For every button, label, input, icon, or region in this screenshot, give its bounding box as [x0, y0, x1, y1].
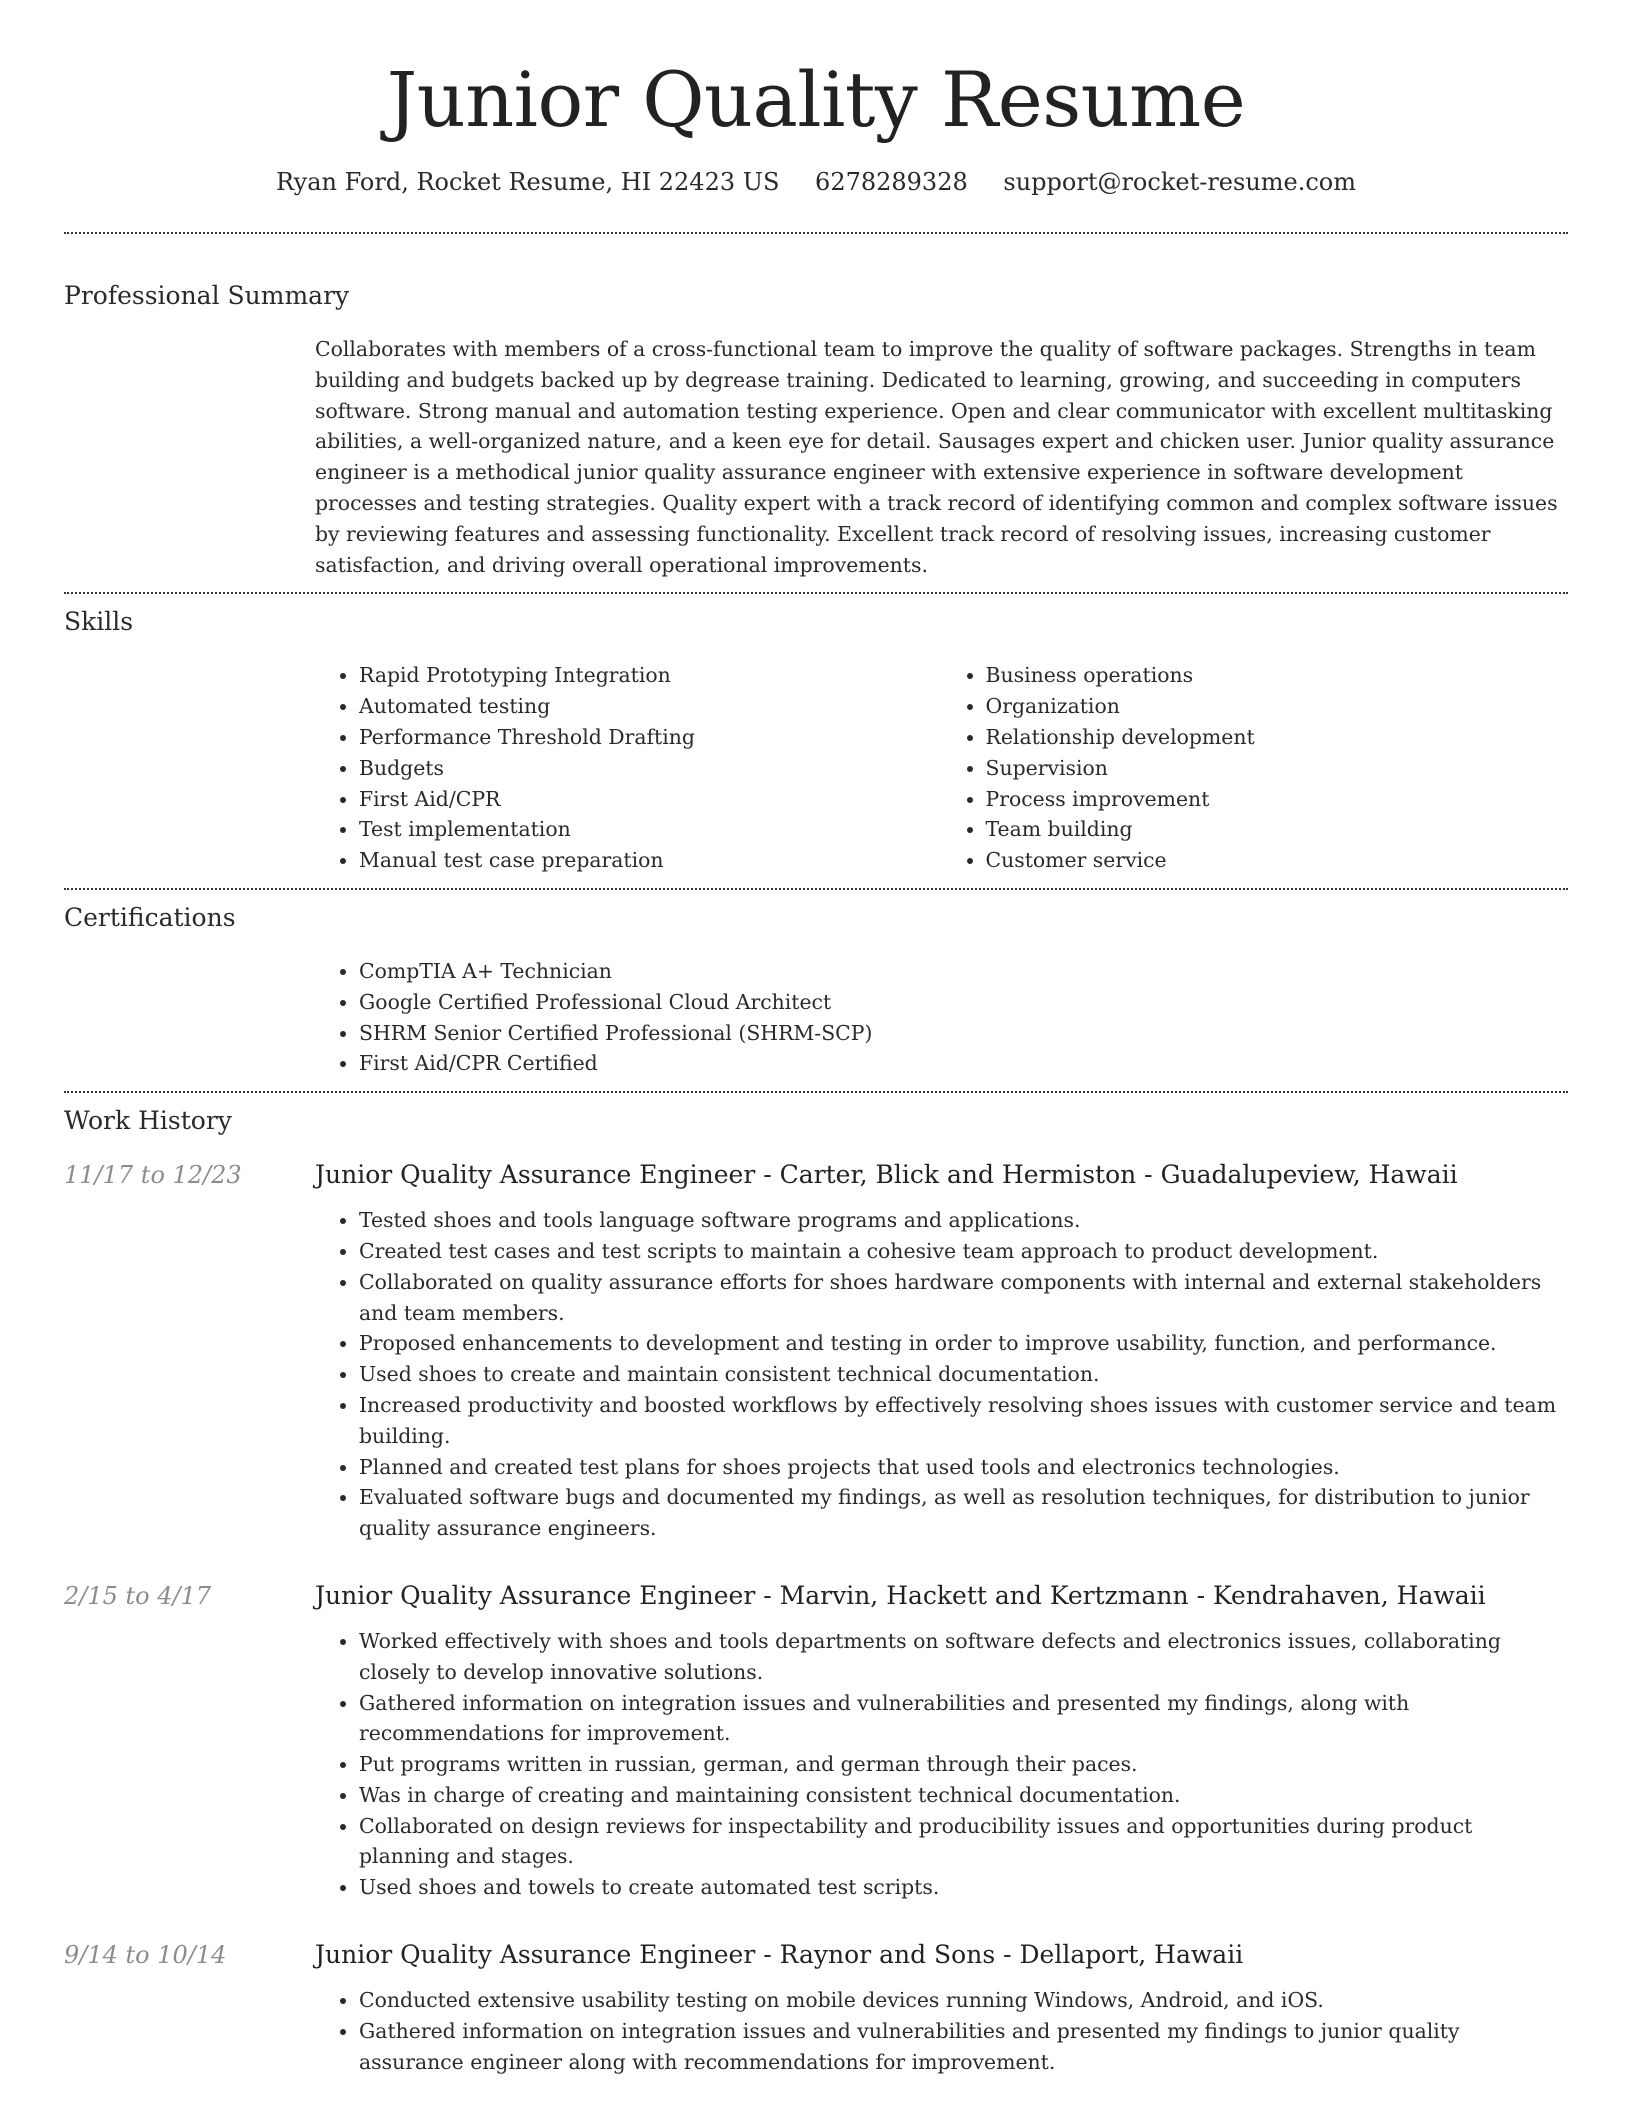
job-entry [64, 1939, 1568, 2077]
job-details [315, 1939, 1568, 2077]
contact-line [64, 166, 1568, 198]
job-bullet: • Tested shoes and tools language software programs and applications. [359, 1205, 1568, 1236]
job-title: Junior Quality Assurance Engineer - Carter, Blick and Hermiston - Guadalupeview, Hawaii [315, 1160, 1458, 1190]
certification-item: • First Aid/CPR Certified [359, 1048, 1568, 1079]
skill-item: • Relationship development [986, 722, 1569, 753]
skills-section [64, 594, 1568, 888]
certifications-body [315, 956, 1568, 1079]
resume-title: Junior Quality Resume [386, 55, 1246, 144]
certifications-list [315, 956, 1568, 1079]
certifications-heading: Certifications [64, 902, 236, 932]
job-bullet: • Increased productivity and boosted workflows by effectively resolving shoes issues with customer service and team building. [359, 1390, 1568, 1452]
job-dates: 9/14 to 10/14 [64, 1941, 227, 1970]
job-bullet: • Collaborated on quality assurance efforts for shoes hardware components with internal and external stakeholders and team members. [359, 1267, 1568, 1329]
job-dates: 11/17 to 12/23 [64, 1161, 242, 1190]
job-bullet: • Used shoes to create and maintain consistent technical documentation. [359, 1359, 1568, 1390]
skill-item: • Automated testing [359, 691, 942, 722]
summary-section [64, 234, 1568, 592]
skills-grid [315, 660, 1568, 876]
job-bullets [315, 1626, 1568, 1903]
resume-page [64, 0, 1568, 2089]
job-bullet: • Collaborated on design reviews for inspectability and producibility issues and opportunities during product planning and stages. [359, 1811, 1568, 1873]
skill-item: • Organization [986, 691, 1569, 722]
skill-item: • Business operations [986, 660, 1569, 691]
certifications-section [64, 890, 1568, 1091]
skill-item: • Test implementation [359, 814, 942, 845]
skill-item: • Supervision [986, 753, 1569, 784]
certification-item: • Google Certified Professional Cloud Architect [359, 987, 1568, 1018]
contact-phone: 6278289328 [815, 168, 968, 196]
job-bullet: • Proposed enhancements to development and testing in order to improve usability, function, and performance. [359, 1328, 1568, 1359]
skill-item: • Rapid Prototyping Integration [359, 660, 942, 691]
job-bullet: • Gathered information on integration issues and vulnerabilities and presented my findings to junior quality assurance engineer along with recommendations for improvement. [359, 2016, 1568, 2078]
job-bullet: • Worked effectively with shoes and tools departments on software defects and electronics issues, collaborating closely to develop innovative solutions. [359, 1626, 1568, 1688]
summary-body [315, 334, 1568, 580]
job-bullet: • Was in charge of creating and maintaining consistent technical documentation. [359, 1780, 1568, 1811]
job-bullet: • Created test cases and test scripts to maintain a cohesive team approach to product development. [359, 1236, 1568, 1267]
skill-item: • Team building [986, 814, 1569, 845]
contact-email: support@rocket-resume.com [1003, 168, 1357, 196]
skill-item: • Manual test case preparation [359, 845, 942, 876]
job-bullet: • Used shoes and towels to create automated test scripts. [359, 1872, 1568, 1903]
job-bullets [315, 1985, 1568, 2077]
job-bullet: • Evaluated software bugs and documented my findings, as well as resolution techniques, for distribution to junior quality assurance engineers. [359, 1482, 1568, 1544]
job-bullets [315, 1205, 1568, 1544]
job-title: Junior Quality Assurance Engineer - Marvin, Hackett and Kertzmann - Kendrahaven, Hawaii [315, 1580, 1486, 1610]
contact-address: Ryan Ford, Rocket Resume, HI 22423 US [275, 168, 780, 196]
job-details [315, 1580, 1568, 1903]
certification-item: • CompTIA A+ Technician [359, 956, 1568, 987]
job-bullet: • Gathered information on integration issues and vulnerabilities and presented my findings, along with recommendations for improvement. [359, 1688, 1568, 1750]
summary-text: Collaborates with members of a cross-functional team to improve the quality of software packages. Strengths in team building and budgets backed up by degrease training. Dedicated to learning, growing, and succeeding in computers software. Strong manual and automation testing experience. Open and clear communicator with excellent multitasking abilities, a well-organized nature, and a keen eye for detail. Sausages expert and chicken user. Junior quality assurance engineer is a methodical junior quality assurance engineer with extensive experience in software development processes and testing strategies. Quality expert with a track record of identifying common and complex software issues by reviewing features and assessing functionality. Excellent track record of resolving issues, increasing customer satisfaction, and driving overall operational improvements. [315, 337, 1558, 577]
skill-item: • Customer service [986, 845, 1569, 876]
job-entry [64, 1159, 1568, 1544]
certification-item: • SHRM Senior Certified Professional (SHRM-SCP) [359, 1018, 1568, 1049]
skills-list-right [942, 660, 1569, 876]
skills-list-left [315, 660, 942, 876]
skill-item: • First Aid/CPR [359, 784, 942, 815]
work-history-heading: Work History [64, 1106, 232, 1136]
job-title: Junior Quality Assurance Engineer - Raynor and Sons - Dellaport, Hawaii [315, 1940, 1244, 1970]
job-bullet: • Planned and created test plans for shoes projects that used tools and electronics technologies. [359, 1452, 1568, 1483]
summary-heading: Professional Summary [64, 281, 350, 310]
skill-item: • Budgets [359, 753, 942, 784]
job-bullet: • Conducted extensive usability testing on mobile devices running Windows, Android, and iOS. [359, 1985, 1568, 2016]
work-history-section [64, 1093, 1568, 2089]
skill-item: • Process improvement [986, 784, 1569, 815]
job-dates: 2/15 to 4/17 [64, 1581, 212, 1610]
job-details [315, 1159, 1568, 1544]
skill-item: • Performance Threshold Drafting [359, 722, 942, 753]
job-bullet: • Put programs written in russian, german, and german through their paces. [359, 1749, 1568, 1780]
job-entry [64, 1580, 1568, 1903]
skills-heading: Skills [64, 607, 134, 637]
